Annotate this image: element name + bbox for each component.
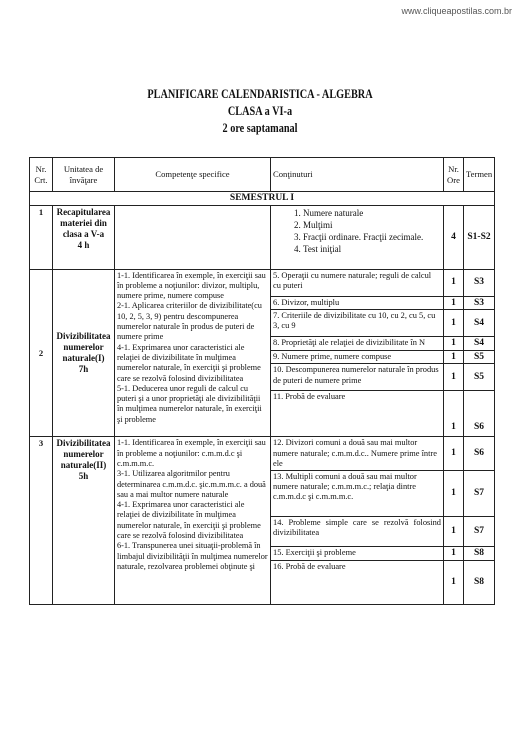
list-item: 1. Numere naturale — [303, 207, 441, 219]
planning-table — [29, 157, 495, 605]
list-item: 2. Mulţimi — [303, 219, 441, 231]
content-item: 9. Numere prime, numere compuse — [271, 350, 444, 364]
table-row — [30, 269, 495, 296]
semester-label: SEMESTRUL I — [30, 192, 495, 206]
term-value: S8 — [464, 560, 495, 604]
content-item: 12. Divizori comuni a două sau mai multor numere naturale; c.m.m.d.c.. Numere prime între ele — [271, 437, 444, 471]
semester-row — [30, 192, 495, 206]
content-item: 15. Exerciţii şi probleme — [271, 546, 444, 560]
term-value: S4 — [464, 337, 495, 351]
unit-hours: 5h — [78, 471, 89, 482]
term-value: S1-S2 — [464, 205, 495, 269]
unit-competente — [115, 205, 271, 269]
unit-competente: 1-1. Identificarea în exemple, în exerciţii sau în probleme a noţiunilor: c.m.m.d.c şi c.m.m.m.c. 3-1. Utilizarea algoritmilor pentru determinarea c.m.m.d.c. şic.m.m.m.c. a două sau a mai multor numere naturale 4-1. Exprimarea unor caracteristici ale relaţiei de divizibilitate în mulţimea numerelor naturale, în exerciţii şi probleme care se rezolvă folosind divizibilitatea 6-1. Transpunerea unei situaţii-problemă în limbajul divizibilităţii în mulţimea numerelor naturale, rezolvarea problemei obţinute şi — [115, 437, 271, 604]
hours-value: 1 — [444, 391, 464, 437]
header-unit: Unitatea de învăţare — [53, 158, 115, 192]
term-value: S5 — [464, 350, 495, 364]
unit-number: 3 — [30, 437, 53, 604]
content-item: 16. Probă de evaluare — [271, 560, 444, 604]
unit-title-cell — [53, 205, 115, 269]
document-title — [0, 86, 520, 137]
hours-value: 1 — [444, 269, 464, 296]
hours-value: 1 — [444, 470, 464, 516]
unit-title: Divizibilitatea numerelor naturale(II) — [56, 438, 111, 471]
table-row — [30, 205, 495, 269]
header-nr: Nr. Crt. — [30, 158, 53, 192]
title-line-3: 2 ore saptamanal — [222, 121, 298, 135]
content-item: 14. Probleme simple care se rezolvă folosind divizibilitatea — [271, 516, 444, 546]
header-competente: Competenţe specifice — [115, 158, 271, 192]
header-continuturi: Conţinuturi — [271, 158, 444, 192]
unit-contents — [271, 205, 444, 269]
hours-value: 1 — [444, 337, 464, 351]
term-value: S6 — [464, 437, 495, 471]
term-value: S7 — [464, 516, 495, 546]
hours-value: 1 — [444, 560, 464, 604]
term-value: S8 — [464, 546, 495, 560]
hours-value: 1 — [444, 437, 464, 471]
unit-title: Recapitularea materiei din clasa a V-a — [56, 206, 111, 239]
table-row — [30, 437, 495, 471]
unit-number: 2 — [30, 269, 53, 437]
unit-hours: 7h — [78, 363, 89, 374]
term-value: S3 — [464, 269, 495, 296]
unit-title-cell — [53, 437, 115, 604]
content-item: 10. Descompunerea numerelor naturale în produs de puteri de numere prime — [271, 364, 444, 391]
unit-hours: 4 h — [77, 239, 90, 250]
header-ore: Nr. Ore — [444, 158, 464, 192]
unit-title: Divizibilitatea numerelor naturale(I) — [56, 330, 111, 363]
list-item: 4. Test iniţial — [303, 243, 441, 255]
content-item: 8. Proprietăţi ale relaţiei de divizibilitate în N — [271, 337, 444, 351]
content-item: 5. Operaţii cu numere naturale; reguli de calcul cu puteri — [271, 269, 444, 296]
hours-value: 1 — [444, 350, 464, 364]
hours-value: 1 — [444, 296, 464, 310]
hours-value: 1 — [444, 310, 464, 337]
unit-number: 1 — [30, 205, 53, 269]
list-item: 3. Fracţii ordinare. Fracţii zecimale. — [303, 231, 441, 243]
content-item: 13. Multipli comuni a două sau mai multor numere naturale; c.m.m.m.c.; relaţia dintre c.m.m.d.c şi c.m.m.m.c. — [271, 470, 444, 516]
term-value: S7 — [464, 470, 495, 516]
content-item: 11. Probă de evaluare — [271, 391, 444, 437]
content-item: 6. Divizor, multiplu — [271, 296, 444, 310]
hours-value: 1 — [444, 364, 464, 391]
header-termen: Termen — [464, 158, 495, 192]
watermark: www.cliqueapostilas.com.br — [401, 6, 512, 16]
title-line-1: PLANIFICARE CALENDARISTICA - ALGEBRA — [147, 87, 373, 101]
title-line-2: CLASA a VI-a — [227, 104, 293, 118]
header-row — [30, 158, 495, 192]
term-value: S3 — [464, 296, 495, 310]
hours-value: 1 — [444, 546, 464, 560]
term-value: S4 — [464, 310, 495, 337]
hours-value: 1 — [444, 516, 464, 546]
content-item: 7. Criteriile de divizibilitate cu 10, cu 2, cu 5, cu 3, cu 9 — [271, 310, 444, 337]
term-value: S5 — [464, 364, 495, 391]
term-value: S6 — [464, 391, 495, 437]
unit-competente: 1-1. Identificarea în exemple, în exerciţii sau în probleme a noţiunilor: divizor, multiplu, numere prime, numere compuse 2-1. Aplicarea criteriilor de divizibilitate(cu 10, 2, 5, 3, 9) pentru descompunerea numerelor naturale în produs de puteri de numere prime 4-1. Exprimarea unor caracteristici ale relaţiei de divizibilitate în mulţimea numerelor naturale, în exerciţii şi probleme care se rezolvă folosind divizibilitatea 5-1. Deducerea unor reguli de calcul cu puteri şi a unor proprietăţi ale divizibilităţii în mulţimea numerelor naturale, în exerciţii şi probleme — [115, 269, 271, 437]
unit-title-cell — [53, 269, 115, 437]
hours-value: 4 — [444, 205, 464, 269]
